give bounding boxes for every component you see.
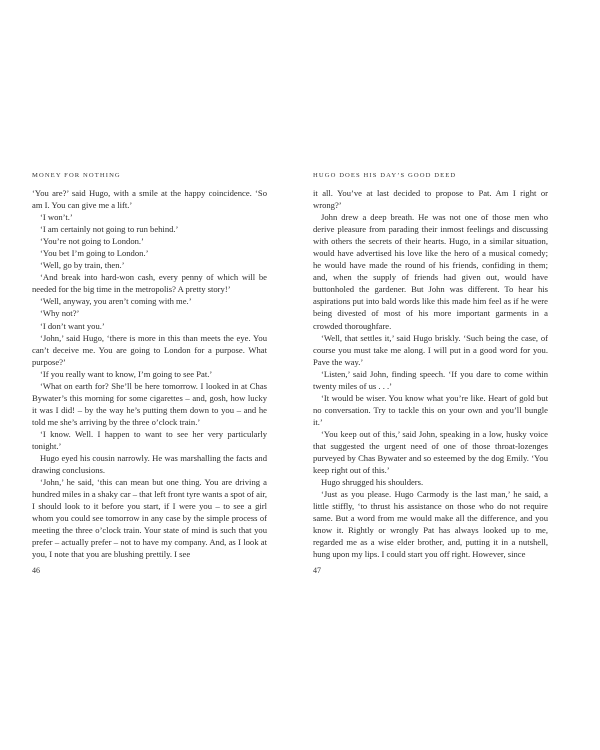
paragraph: Hugo shrugged his shoulders.: [321, 477, 424, 488]
running-head: MONEY FOR NOTHING: [32, 172, 121, 179]
body-text: [32, 187, 267, 560]
paragraph: ‘You keep out of this,’ said John, speaking in a low, husky voice that suggested the urgent need of one of those throat-lozenges purveyed by Chas Bywater and so esteemed by the dog Emily. ‘You keep right out of this.’: [313, 428, 548, 476]
paragraph: ‘You bet I’m going to London.’: [40, 248, 149, 259]
paragraph: ‘You’re not going to London.’: [40, 236, 144, 247]
paragraph: ‘I am certainly not going to run behind.’: [40, 224, 179, 235]
paragraph: ‘And break into hard-won cash, every penny of which will be needed for the big time in the metropolis? A pretty story!’: [32, 272, 267, 295]
paragraph: John drew a deep breath. He was not one of those men who derive pleasure from parading their inmost feelings and discussing with others the secrets of their hearts. Hugo, in a similar situation, would have advertised his love like the hero of a musical comedy; he would have made the round of his friends, confiding in them; and, when the supply of friends had given out, would have buttonholed the gardener. But John was different. To hear his aspirations put into bald words like this made him feel as if he were being divested of most of his more important garments in a crowded thoroughfare.: [313, 212, 548, 331]
paragraph: ‘I won’t.’: [40, 212, 73, 223]
paragraph: ‘Listen,’ said John, finding speech. ‘If you dare to come within twenty miles of us . . .’: [313, 368, 548, 391]
paragraph: ‘I know. Well. I happen to want to see her very particularly tonight.’: [32, 428, 267, 451]
paragraph: ‘If you really want to know, I’m going to see Pat.’: [40, 368, 213, 379]
running-head: HUGO DOES HIS DAY’S GOOD DEED: [313, 172, 457, 179]
page-number: 46: [32, 566, 40, 575]
paragraph: ‘Well, go by train, then.’: [40, 260, 125, 271]
paragraph: ‘John,’ he said, ‘this can mean but one thing. You are driving a hundred miles in a shaky car – that left front tyre wants a spot of air, I should look to it before you start, if I were you – to see a girl whom you could see tomorrow in any case by the simple process of meeting the three o’clock train. Your state of mind is such that you prefer – actually prefer – not to have my company. And, as I look at you, I note that you are blushing prettily. I see: [32, 477, 267, 560]
paragraph: ‘Just as you please. Hugo Carmody is the last man,’ he said, a little stiffly, ‘to thrust his assistance on those who do not require same. But a word from me would make all the difference, and you know it. Rightly or wrongly Pat has always looked up to me, regarded me as a wise elder brother, and, putting it in a nutshell, hung upon my lips. I could start you off right. However, since: [313, 489, 548, 560]
paragraph: ‘It would be wiser. You know what you’re like. Heart of gold but no conversation. Try to tackle this on your own and you’ll bungle it.’: [313, 392, 548, 427]
paragraph: ‘John,’ said Hugo, ‘there is more in this than meets the eye. You can’t deceive me. You are going to London for a purpose. What purpose?’: [32, 332, 267, 367]
paragraph: it all. You’ve at last decided to propose to Pat. Am I right or wrong?’: [313, 188, 548, 211]
paragraph: Hugo eyed his cousin narrowly. He was marshalling the facts and drawing conclusions.: [32, 453, 267, 476]
paragraph: ‘Well, anyway, you aren’t coming with me.’: [40, 296, 192, 307]
body-text: [313, 187, 548, 560]
paragraph: ‘Why not?’: [40, 308, 80, 319]
paragraph: ‘What on earth for? She’ll be here tomorrow. I looked in at Chas Bywater’s this morning for some cigarettes – and, gosh, how lucky it was I did! – by the way he’s putting them down to you – and he told me she’s arriving by the three o’clock train.’: [32, 380, 267, 427]
paragraph: ‘You are?’ said Hugo, with a smile at the happy coincidence. ‘So am I. You can give me a lift.’: [32, 188, 267, 211]
paragraph: ‘I don’t want you.’: [40, 320, 105, 331]
right-page: [300, 0, 600, 750]
paragraph: ‘Well, that settles it,’ said Hugo briskly. ‘Such being the case, of course you must take me along. I will put in a good word for you. Pave the way.’: [313, 332, 548, 367]
page-number: 47: [313, 566, 321, 575]
